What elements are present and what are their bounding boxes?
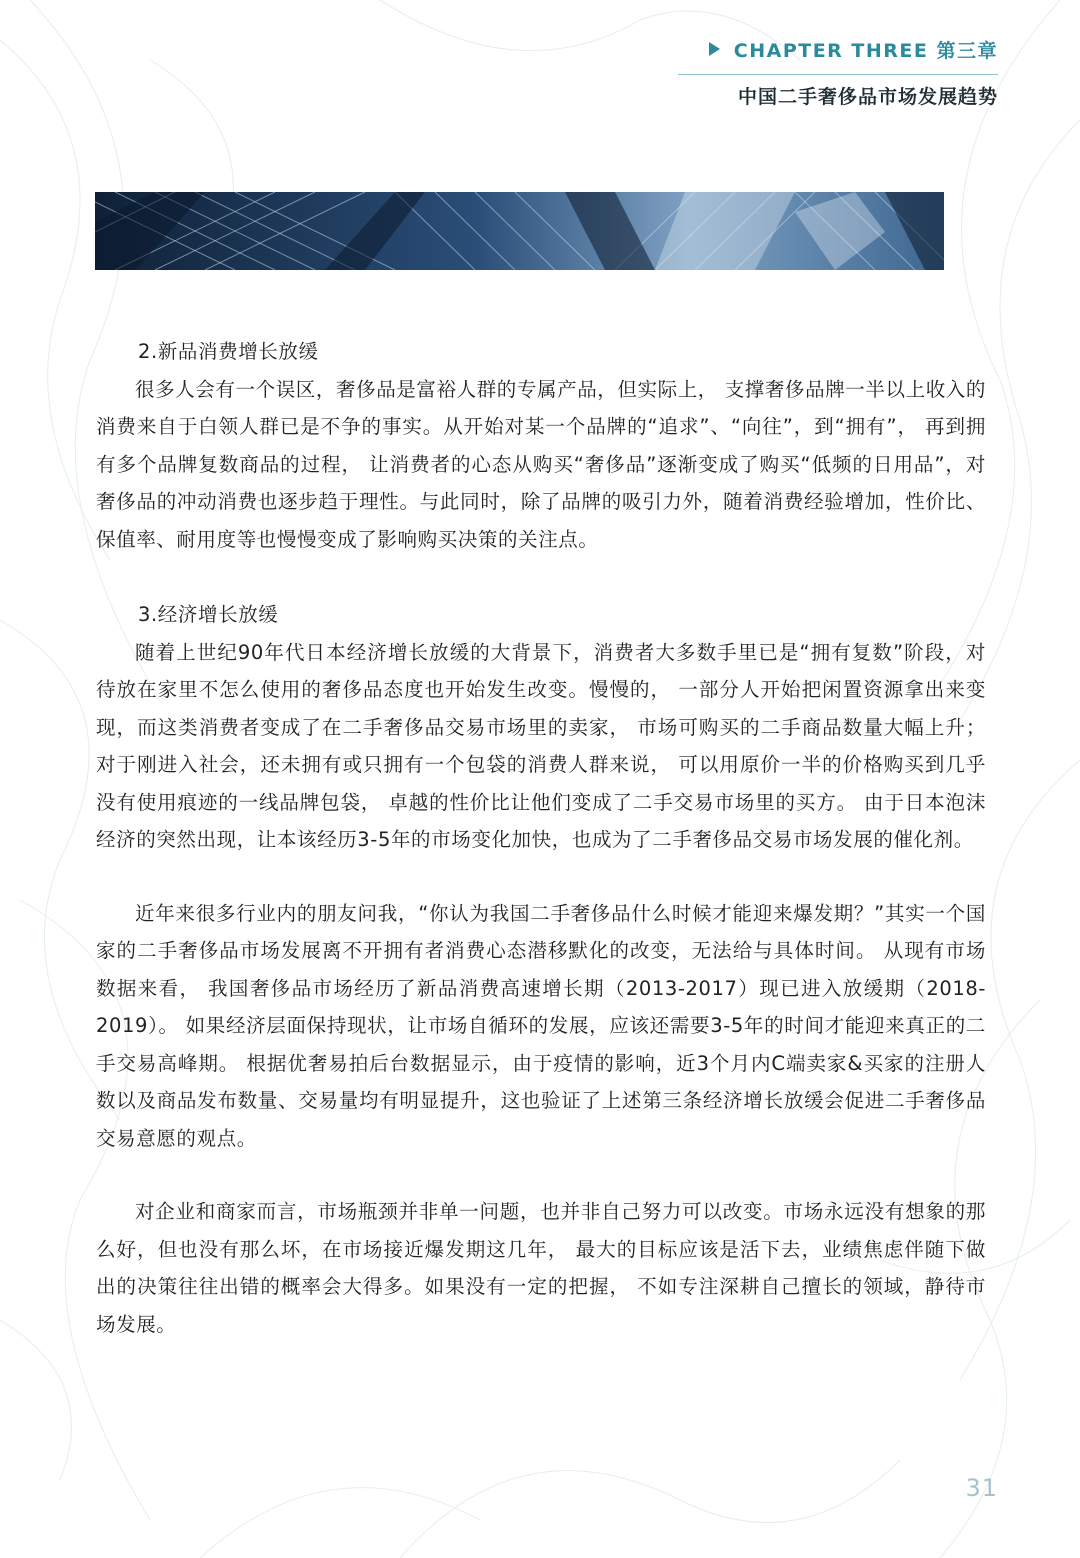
chapter-label xyxy=(678,38,998,64)
header-divider xyxy=(678,74,998,75)
spacer xyxy=(96,859,986,895)
chapter-label-text: CHAPTER THREE 第三章 xyxy=(733,40,998,62)
section-heading-economic-growth: 3.经济增长放缓 xyxy=(138,603,279,626)
article-body xyxy=(96,333,986,1343)
spacer xyxy=(96,558,986,596)
chapter-subtitle: 中国二手奢侈品市场发展趋势 xyxy=(737,86,998,108)
page-number: 31 xyxy=(965,1474,998,1502)
spacer xyxy=(96,1157,986,1193)
paragraph-new-product-growth: 很多人会有一个误区，奢侈品是富裕人群的专属产品，但实际上， 支撑奢侈品牌一半以上收入的消费来自于白领人群已是不争的事实。从开始对某一个品牌的“追求”、“向往”，到“拥有”， 再到拥有多个品牌复数商品的过程， 让消费者的心态从购买“奢侈品”逐渐变成了购买“低频的日用品”，对奢侈品的冲动消费也逐步趋于理性。与此同时，除了品牌的吸引力外，随着消费经验增加，性价比、保值率、耐用度等也慢慢变成了影响购买决策的关注点。 xyxy=(96,377,986,551)
paragraph-economic-growth: 随着上世纪90年代日本经济增长放缓的大背景下，消费者大多数手里已是“拥有复数”阶段，对待放在家里不怎么使用的奢侈品态度也开始发生改变。慢慢的， 一部分人开始把闲置资源拿出来变现，而这类消费者变成了在二手奢侈品交易市场里的卖家， 市场可购买的二手商品数量大幅上升；对于刚进入社会，还未拥有或只拥有一个包袋的消费人群来说， 可以用原价一半的价格购买到几乎没有使用痕迹的一线品牌包袋， 卓越的性价比让他们变成了二手交易市场里的买方。 由于日本泡沫经济的突然出现，让本该经历3-5年的市场变化加快，也成为了二手奢侈品交易市场发展的催化剂。 xyxy=(96,640,986,851)
paragraph-enterprise-advice: 对企业和商家而言，市场瓶颈并非单一问题，也并非自己努力可以改变。市场永远没有想象的那么好，但也没有那么坏，在市场接近爆发期这几年， 最大的目标应该是活下去，业绩焦虑伴随下做出的决策往往出错的概率会大得多。如果没有一定的把握， 不如专注深耕自己擅长的领域，静待市场发展。 xyxy=(96,1200,986,1336)
banner-image-buildings xyxy=(95,192,944,270)
paragraph-recent-years: 近年来很多行业内的朋友问我，“你认为我国二手奢侈品什么时候才能迎来爆发期？”其实一个国家的二手奢侈品市场发展离不开拥有者消费心态潜移默化的改变，无法给与具体时间。 从现有市场数据来看， 我国奢侈品市场经历了新品消费高速增长期（2013-2017）现已进入放缓期（2018-2019）。 如果经济层面保持现状，让市场自循环的发展，应该还需要3-5年的时间才能迎来真正的二手交易高峰期。 根据优奢易拍后台数据显示，由于疫情的影响，近3个月内C端卖家&买家的注册人数以及商品发布数量、交易量均有明显提升，这也验证了上述第三条经济增长放缓会促进二手奢侈品交易意愿的观点。 xyxy=(96,901,986,1150)
chapter-header xyxy=(678,38,998,110)
section-heading-new-product-growth: 2.新品消费增长放缓 xyxy=(138,340,319,363)
triangle-marker-icon xyxy=(709,42,720,56)
